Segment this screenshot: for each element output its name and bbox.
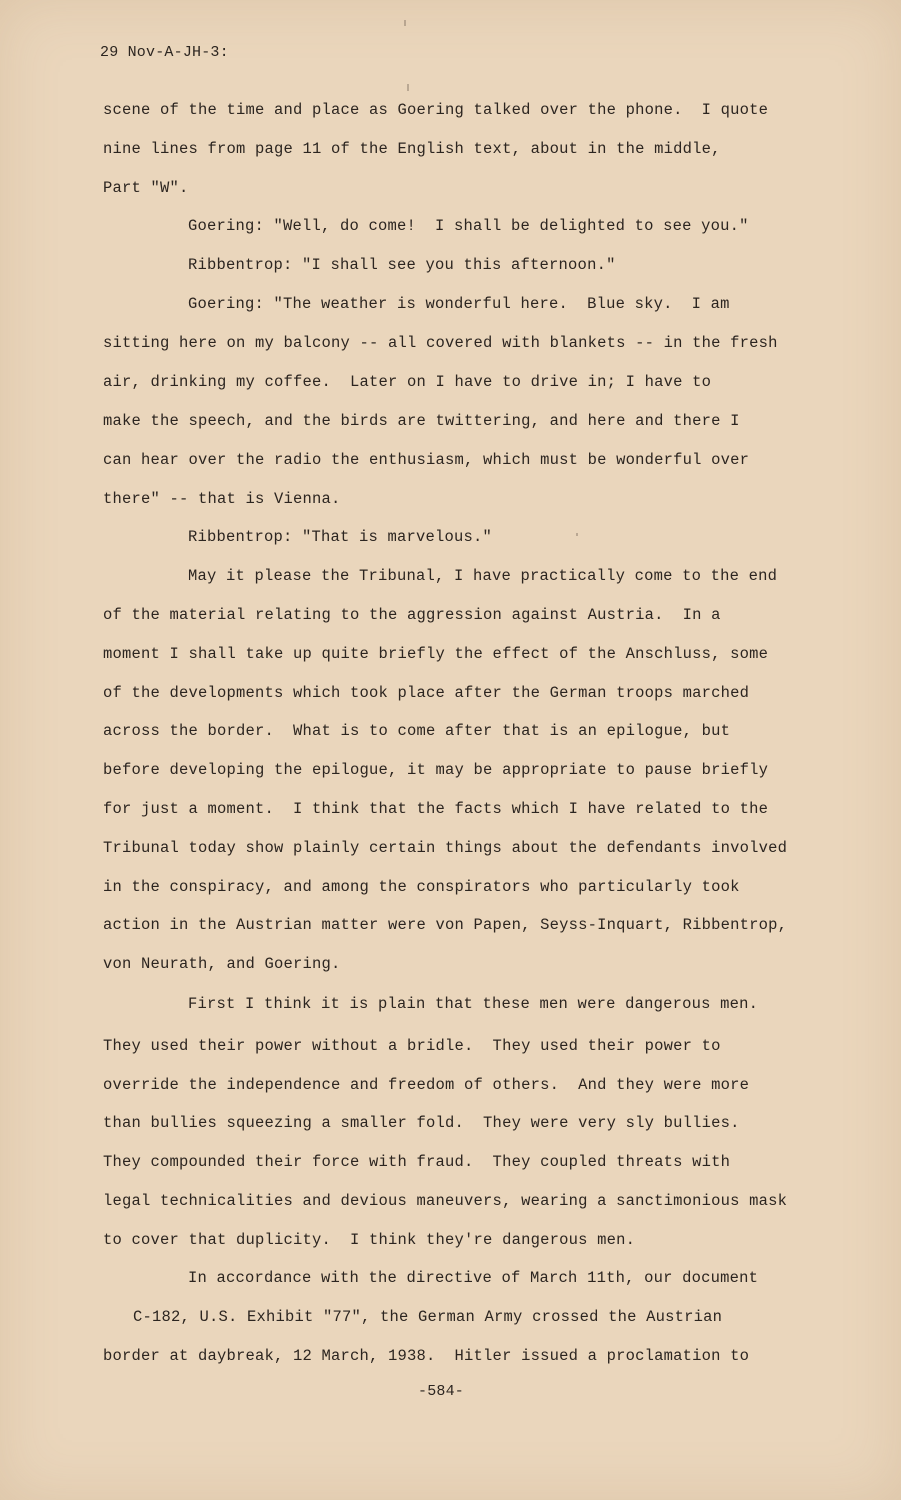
paragraph-start-line: First I think it is plain that these men were dangerous men. <box>188 995 759 1013</box>
dialogue-line: Goering: "The weather is wonderful here. Blue sky. I am <box>188 295 730 313</box>
text-line: air, drinking my coffee. Later on I have to drive in; I have to <box>103 373 712 391</box>
text-line: before developing the epilogue, it may be appropriate to pause briefly <box>103 761 769 779</box>
text-line: than bullies squeezing a smaller fold. They were very sly bullies. <box>103 1114 740 1132</box>
text-line: nine lines from page 11 of the English text, about in the middle, <box>103 140 721 158</box>
text-line: scene of the time and place as Goering talked over the phone. I quote <box>103 101 769 119</box>
text-line: can hear over the radio the enthusiasm, which must be wonderful over <box>103 451 750 469</box>
text-line: of the material relating to the aggression against Austria. In a <box>103 606 721 624</box>
text-line: moment I shall take up quite briefly the effect of the Anschluss, some <box>103 645 769 663</box>
text-line: They compounded their force with fraud. They coupled threats with <box>103 1153 731 1171</box>
paper-speck <box>407 84 409 91</box>
text-line: to cover that duplicity. I think they're dangerous men. <box>103 1231 636 1249</box>
text-line: in the conspiracy, and among the conspirators who particularly took <box>103 878 740 896</box>
page-header: 29 Nov-A-JH-3: <box>100 44 229 61</box>
text-line: border at daybreak, 12 March, 1938. Hitler issued a proclamation to <box>103 1347 750 1365</box>
dialogue-line: Ribbentrop: "That is marvelous." <box>188 528 493 546</box>
text-line: They used their power without a bridle. They used their power to <box>103 1037 721 1055</box>
text-line: von Neurath, and Goering. <box>103 955 341 973</box>
text-line: C-182, U.S. Exhibit "77", the German Army crossed the Austrian <box>133 1308 723 1326</box>
text-line: legal technicalities and devious maneuvers, wearing a sanctimonious mask <box>103 1192 788 1210</box>
paper-speck <box>576 533 578 536</box>
text-line: for just a moment. I think that the facts which I have related to the <box>103 800 769 818</box>
text-line: of the developments which took place after the German troops marched <box>103 684 750 702</box>
text-line: Tribunal today show plainly certain things about the defendants involved <box>103 839 788 857</box>
page-number: -584- <box>418 1383 465 1400</box>
dialogue-line: Goering: "Well, do come! I shall be delighted to see you." <box>188 217 749 235</box>
dialogue-line: Ribbentrop: "I shall see you this afternoon." <box>188 256 616 274</box>
paragraph-start-line: In accordance with the directive of March 11th, our document <box>188 1269 759 1287</box>
paper-speck <box>404 20 406 26</box>
text-line: there" -- that is Vienna. <box>103 490 341 508</box>
text-line: action in the Austrian matter were von Papen, Seyss-Inquart, Ribbentrop, <box>103 916 788 934</box>
text-line: sitting here on my balcony -- all covered with blankets -- in the fresh <box>103 334 778 352</box>
text-line: make the speech, and the birds are twittering, and here and there I <box>103 412 740 430</box>
text-line: override the independence and freedom of others. And they were more <box>103 1076 750 1094</box>
paragraph-start-line: May it please the Tribunal, I have practically come to the end <box>188 567 778 585</box>
text-line: across the border. What is to come after that is an epilogue, but <box>103 722 731 740</box>
text-line: Part "W". <box>103 179 189 197</box>
